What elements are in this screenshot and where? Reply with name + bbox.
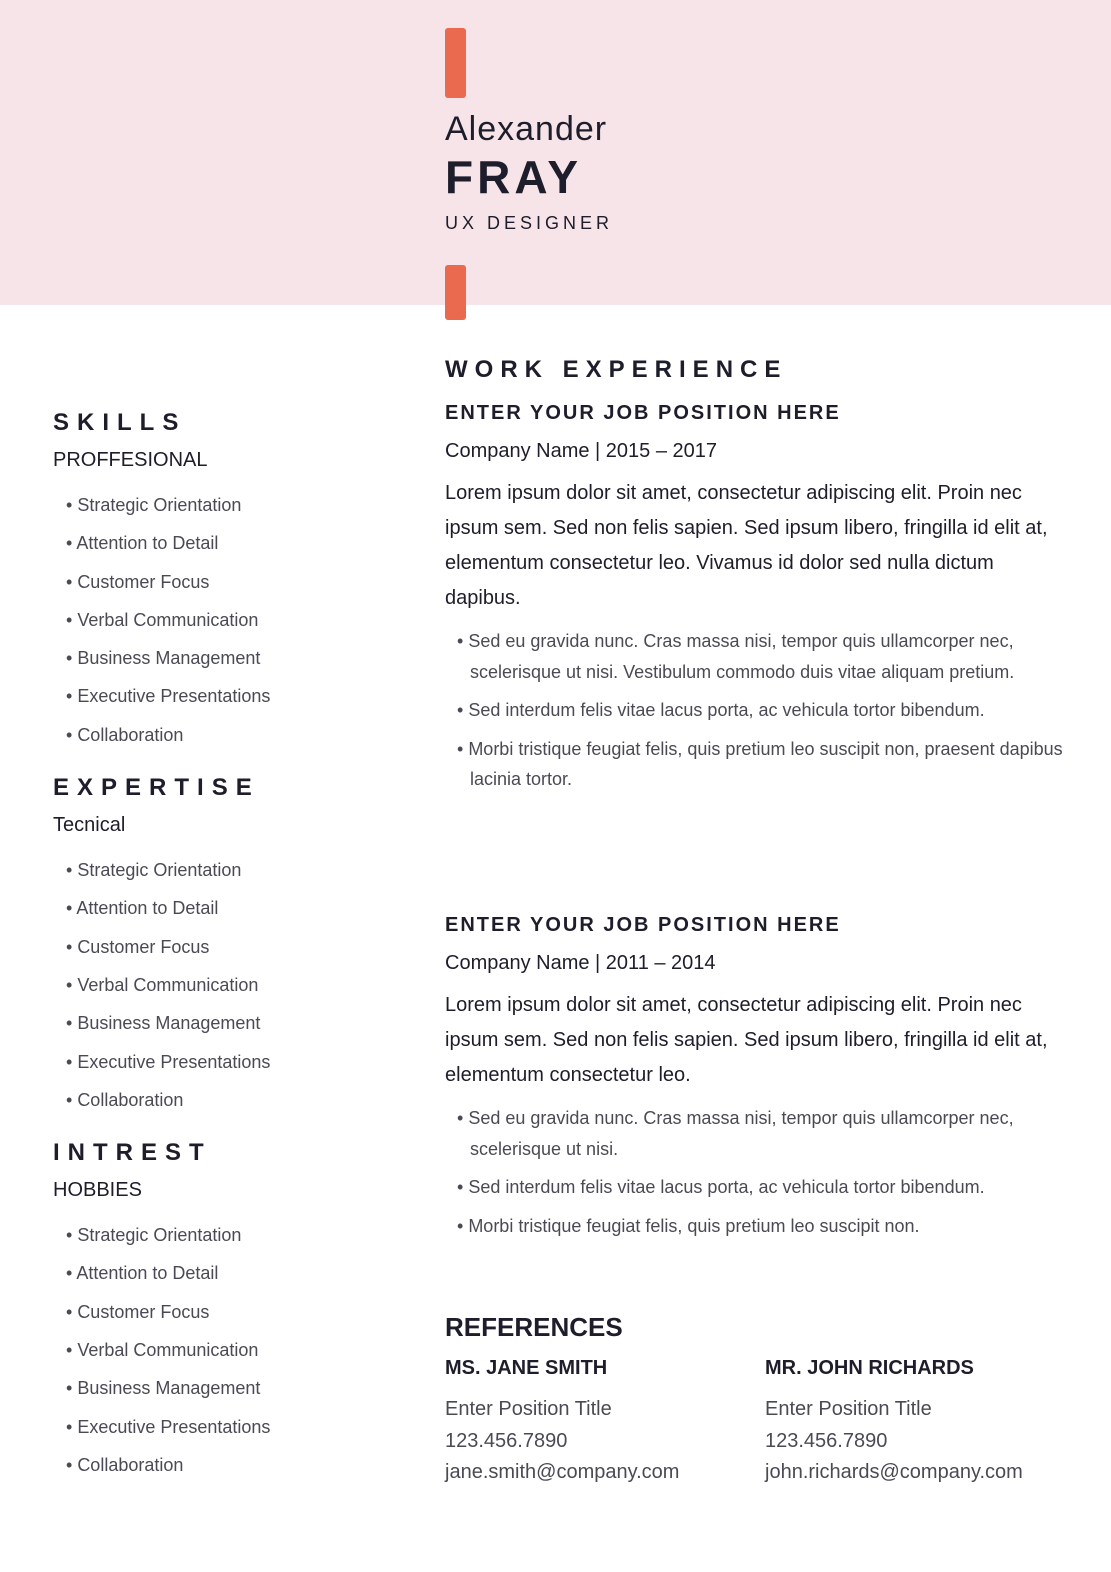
list-item: • Collaboration (66, 716, 383, 754)
expertise-list (53, 851, 383, 1119)
list-item: • Sed eu gravida nunc. Cras massa nisi, tempor quis ullamcorper nec, scelerisque ut nisi. Vestibulum commodo duis vitae aliquam pretium. (457, 626, 1065, 687)
expertise-subheading: Tecnical (53, 814, 126, 837)
skills-subheading: PROFFESIONAL (53, 449, 208, 471)
reference-position: Enter Position Title (765, 1398, 932, 1420)
list-item: • Executive Presentations (66, 1043, 383, 1081)
job-position-title: ENTER YOUR JOB POSITION HERE (445, 402, 841, 424)
work-experience-section (445, 350, 1065, 803)
list-item: • Verbal Communication (66, 601, 383, 639)
list-item: • Customer Focus (66, 563, 383, 601)
job-bullet-list (445, 626, 1065, 795)
interest-subheading: HOBBIES (53, 1179, 142, 1202)
reference-name: MS. JANE SMITH (445, 1357, 608, 1379)
interest-heading: INTREST (53, 1139, 212, 1167)
company-dates: Company Name | 2011 – 2014 (445, 952, 716, 974)
work-experience-heading: WORK EXPERIENCE (445, 356, 788, 383)
job-entry-2 (445, 902, 1065, 1249)
list-item: • Strategic Orientation (66, 486, 383, 524)
reference-name: MR. JOHN RICHARDS (765, 1357, 974, 1379)
reference-email: john.richards@company.com (765, 1461, 1023, 1483)
job-title: UX DESIGNER (445, 213, 614, 233)
list-item: • Sed interdum felis vitae lacus porta, ac vehicula tortor bibendum. (457, 1172, 1065, 1203)
list-item: • Strategic Orientation (66, 1216, 383, 1254)
list-item: • Customer Focus (66, 928, 383, 966)
list-item: • Strategic Orientation (66, 851, 383, 889)
interest-list (53, 1216, 383, 1484)
skills-heading: SKILLS (53, 409, 187, 436)
list-item: • Executive Presentations (66, 1408, 383, 1446)
reference-card (765, 1352, 1085, 1489)
list-item: • Business Management (66, 639, 383, 677)
job-description: Lorem ipsum dolor sit amet, consectetur adipiscing elit. Proin nec ipsum sem. Sed non felis sapien. Sed ipsum libero, fringilla id elit at, elementum consectetur leo. (445, 994, 1048, 1086)
skills-list (53, 486, 383, 754)
last-name: FRAY (445, 151, 582, 203)
reference-phone: 123.456.7890 (765, 1429, 888, 1452)
list-item: • Sed interdum felis vitae lacus porta, ac vehicula tortor bibendum. (457, 695, 1065, 726)
reference-email: jane.smith@company.com (445, 1461, 680, 1483)
list-item: • Collaboration (66, 1081, 383, 1119)
list-item: • Attention to Detail (66, 1254, 383, 1292)
list-item: • Verbal Communication (66, 1331, 383, 1369)
accent-bar-top (445, 28, 466, 98)
skills-section (53, 405, 383, 754)
expertise-section (53, 770, 383, 1119)
job-position-title: ENTER YOUR JOB POSITION HERE (445, 914, 841, 936)
references-grid (445, 1352, 1085, 1489)
reference-card (445, 1352, 765, 1489)
job-description: Lorem ipsum dolor sit amet, consectetur adipiscing elit. Proin nec ipsum sem. Sed non felis sapien. Sed ipsum libero, fringilla id elit at, elementum consectetur leo. Vivamus id dolor sed nulla dictum dapibus. (445, 482, 1048, 609)
list-item: • Sed eu gravida nunc. Cras massa nisi, tempor quis ullamcorper nec, scelerisque ut nisi. (457, 1103, 1065, 1164)
list-item: • Attention to Detail (66, 889, 383, 927)
list-item: • Collaboration (66, 1446, 383, 1484)
list-item: • Morbi tristique feugiat felis, quis pretium leo suscipit non, praesent dapibus lacinia tortor. (457, 734, 1065, 795)
list-item: • Business Management (66, 1004, 383, 1042)
list-item: • Attention to Detail (66, 524, 383, 562)
accent-bar-bottom (445, 265, 466, 320)
left-column (53, 405, 383, 1500)
reference-phone: 123.456.7890 (445, 1429, 568, 1452)
expertise-heading: EXPERTISE (53, 774, 260, 802)
list-item: • Verbal Communication (66, 966, 383, 1004)
company-dates: Company Name | 2015 – 2017 (445, 440, 718, 462)
references-section (445, 1308, 1085, 1489)
list-item: • Executive Presentations (66, 677, 383, 715)
references-heading: REFERENCES (445, 1312, 623, 1342)
job-bullet-list (445, 1103, 1065, 1241)
first-name: Alexander (445, 110, 608, 148)
list-item: • Morbi tristique feugiat felis, quis pretium leo suscipit non. (457, 1211, 1065, 1242)
interest-section (53, 1135, 383, 1484)
list-item: • Customer Focus (66, 1293, 383, 1331)
reference-position: Enter Position Title (445, 1398, 612, 1420)
list-item: • Business Management (66, 1369, 383, 1407)
